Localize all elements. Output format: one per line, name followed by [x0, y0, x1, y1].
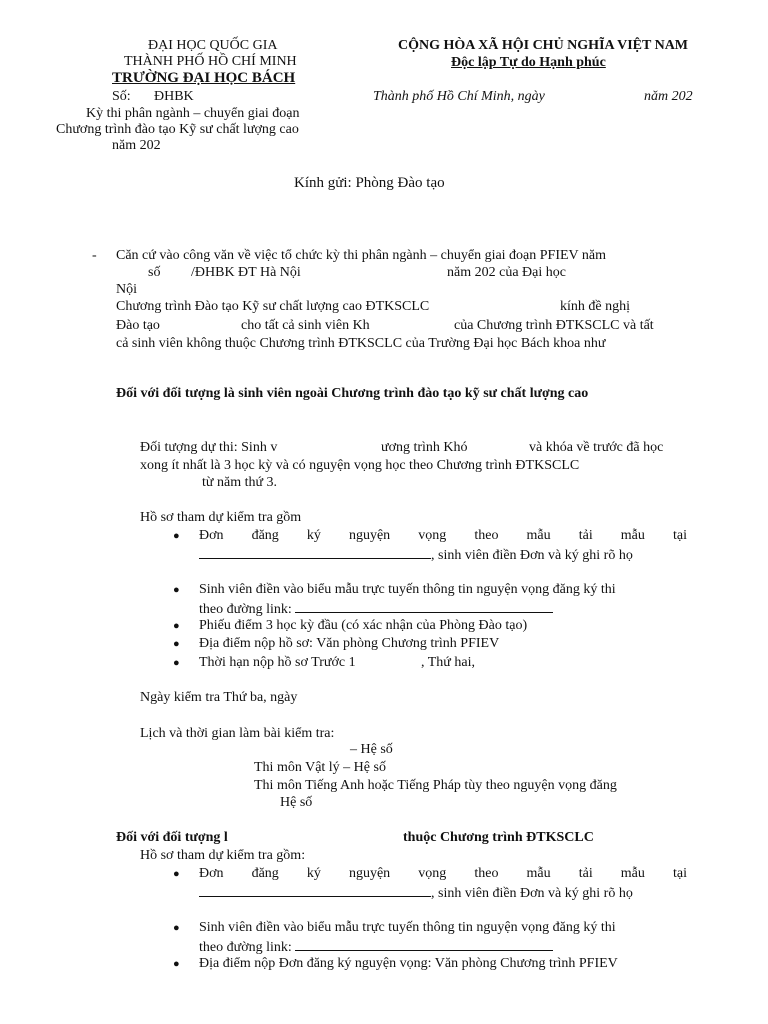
- word: nguyện: [348, 528, 391, 543]
- intro-line-3: Nội: [116, 282, 137, 297]
- section2-title-a: Đối với đối tượng l: [116, 830, 228, 845]
- header-city: THÀNH PHỐ HỒ CHÍ MINH: [124, 54, 297, 69]
- word: nguyện: [348, 866, 391, 881]
- s1-bullet1-line1: [199, 528, 687, 544]
- intro-line-2a: số: [148, 265, 161, 280]
- blank-line[interactable]: [199, 884, 431, 897]
- word: Đơn: [199, 866, 224, 881]
- link-blank[interactable]: [295, 938, 553, 951]
- blank-line[interactable]: [199, 546, 431, 559]
- intro-line-1: Căn cứ vào công văn về việc tổ chức kỳ thi phân ngành – chuyển giai đoạn PFIEV năm: [116, 248, 607, 263]
- word: Đơn: [199, 528, 224, 543]
- intro-line-5c: của Chương trình ĐTKSCLC và tất: [454, 318, 654, 333]
- s2-bullet2-line1: Sinh viên điền vào biểu mẫu trực tuyến thông tin nguyện vọng đăng ký thi: [199, 920, 616, 935]
- schedule-line-4: Hệ số: [280, 795, 313, 810]
- s2-bullet1-line2: [199, 884, 633, 902]
- word: theo: [474, 528, 499, 543]
- bullet-icon: ●: [173, 868, 180, 880]
- word: vọng: [418, 866, 447, 881]
- word: tải: [578, 528, 593, 543]
- doc-number-code: ĐHBK: [154, 89, 194, 104]
- intro-line-2c: năm 202 của Đại học: [447, 265, 566, 280]
- intro-line-2b: /ĐHBK ĐT Hà Nội: [191, 265, 301, 280]
- word: tại: [672, 866, 687, 881]
- intro-line-5a: Đào tạo: [116, 318, 160, 333]
- bullet-icon: ●: [173, 638, 180, 650]
- s1-bullet2-line2: [199, 600, 553, 618]
- target-line-1b: ương trình Khó: [381, 440, 468, 455]
- bullet-icon: ●: [173, 584, 180, 596]
- word: ký: [306, 866, 321, 881]
- dossier-heading: Hồ sơ tham dự kiểm tra gồm: [140, 510, 302, 525]
- header-univ: ĐẠI HỌC QUỐC GIA: [148, 38, 278, 53]
- section2-title-b: thuộc Chương trình ĐTKSCLC: [403, 830, 594, 845]
- target-line-1a: Đối tượng dự thi: Sinh v: [140, 440, 278, 455]
- schedule-line-1: – Hệ số: [350, 742, 393, 757]
- s1-bullet1-text: , sinh viên điền Đơn và ký ghi rõ họ: [431, 548, 633, 563]
- word: tại: [672, 528, 687, 543]
- word: mẫu: [526, 528, 551, 543]
- intro-dash: -: [92, 248, 97, 263]
- link-blank[interactable]: [295, 600, 553, 613]
- word: vọng: [418, 528, 447, 543]
- s1-bullet1-line2: [199, 546, 633, 564]
- s1-bullet4: Địa điểm nộp hồ sơ: Văn phòng Chương trình PFIEV: [199, 636, 500, 651]
- intro-line-5b: cho tất cả sinh viên Kh: [241, 318, 370, 333]
- doc-subject-2: Chương trình đào tạo Kỹ sư chất lượng cao: [56, 122, 299, 137]
- s2-bullet3: Địa điểm nộp Đơn đăng ký nguyện vọng: Văn phòng Chương trình PFIEV: [199, 956, 618, 971]
- target-line-2: xong ít nhất là 3 học kỳ và có nguyện vọng học theo Chương trình ĐTKSCLC: [140, 458, 580, 473]
- s2-dossier-heading: Hồ sơ tham dự kiểm tra gồm:: [140, 848, 306, 863]
- word: đăng: [251, 866, 279, 881]
- date-line-right: năm 202: [644, 89, 693, 104]
- target-line-3: từ năm thứ 3.: [202, 475, 278, 490]
- target-line-1c: và khóa về trước đã học: [529, 440, 664, 455]
- doc-subject-3: năm 202: [112, 138, 161, 153]
- bullet-icon: ●: [173, 958, 180, 970]
- section1-title: Đối với đối tượng là sinh viên ngoài Chương trình đào tạo kỹ sư chất lượng cao: [116, 386, 589, 401]
- bullet-icon: ●: [173, 620, 180, 632]
- bullet-icon: ●: [173, 922, 180, 934]
- word: mẫu: [526, 866, 551, 881]
- bullet-icon: ●: [173, 657, 180, 669]
- schedule-heading: Lịch và thời gian làm bài kiểm tra:: [140, 726, 335, 741]
- bullet-icon: ●: [173, 530, 180, 542]
- date-line-left: Thành phố Hồ Chí Minh, ngày: [373, 89, 545, 104]
- header-school: TRƯỜNG ĐẠI HỌC BÁCH: [112, 70, 296, 86]
- word: tải: [578, 866, 593, 881]
- word: đăng: [251, 528, 279, 543]
- doc-number-label: Số:: [112, 89, 131, 104]
- test-date: Ngày kiểm tra Thứ ba, ngày: [140, 690, 298, 705]
- s2-bullet1-text: , sinh viên điền Đơn và ký ghi rõ họ: [431, 886, 633, 901]
- s2-bullet2-line2: [199, 938, 553, 956]
- s2-bullet1-line1: [199, 866, 687, 882]
- s1-bullet5b: , Thứ hai,: [421, 655, 475, 670]
- header-motto: Độc lập Tự do Hạnh phúc: [451, 55, 606, 70]
- s1-bullet2-line1: Sinh viên điền vào biểu mẫu trực tuyến thông tin nguyện vọng đăng ký thi: [199, 582, 616, 597]
- link-label: theo đường link:: [199, 602, 292, 617]
- intro-line-4b: kính đề nghị: [560, 299, 630, 314]
- intro-line-4a: Chương trình Đào tạo Kỹ sư chất lượng cao ĐTKSCLC: [116, 299, 430, 314]
- s1-bullet5a: Thời hạn nộp hồ sơ Trước 1: [199, 655, 356, 670]
- doc-subject-1: Kỳ thi phân ngành – chuyển giai đoạn: [86, 106, 300, 121]
- recipient: Kính gửi: Phòng Đào tạo: [294, 175, 445, 191]
- word: mẫu: [620, 528, 645, 543]
- word: mẫu: [620, 866, 645, 881]
- header-country: CỘNG HÒA XÃ HỘI CHỦ NGHĨA VIỆT NAM: [398, 38, 689, 53]
- s1-bullet3: Phiếu điểm 3 học kỳ đầu (có xác nhận của Phòng Đào tạo): [199, 618, 528, 633]
- schedule-line-2: Thi môn Vật lý – Hệ số: [254, 760, 386, 775]
- schedule-line-3: Thi môn Tiếng Anh hoặc Tiếng Pháp tùy theo nguyện vọng đăng: [254, 778, 617, 793]
- link-label: theo đường link:: [199, 940, 292, 955]
- word: ký: [306, 528, 321, 543]
- intro-line-6: cả sinh viên không thuộc Chương trình ĐTKSCLC của Trường Đại học Bách khoa như: [116, 336, 606, 351]
- word: theo: [474, 866, 499, 881]
